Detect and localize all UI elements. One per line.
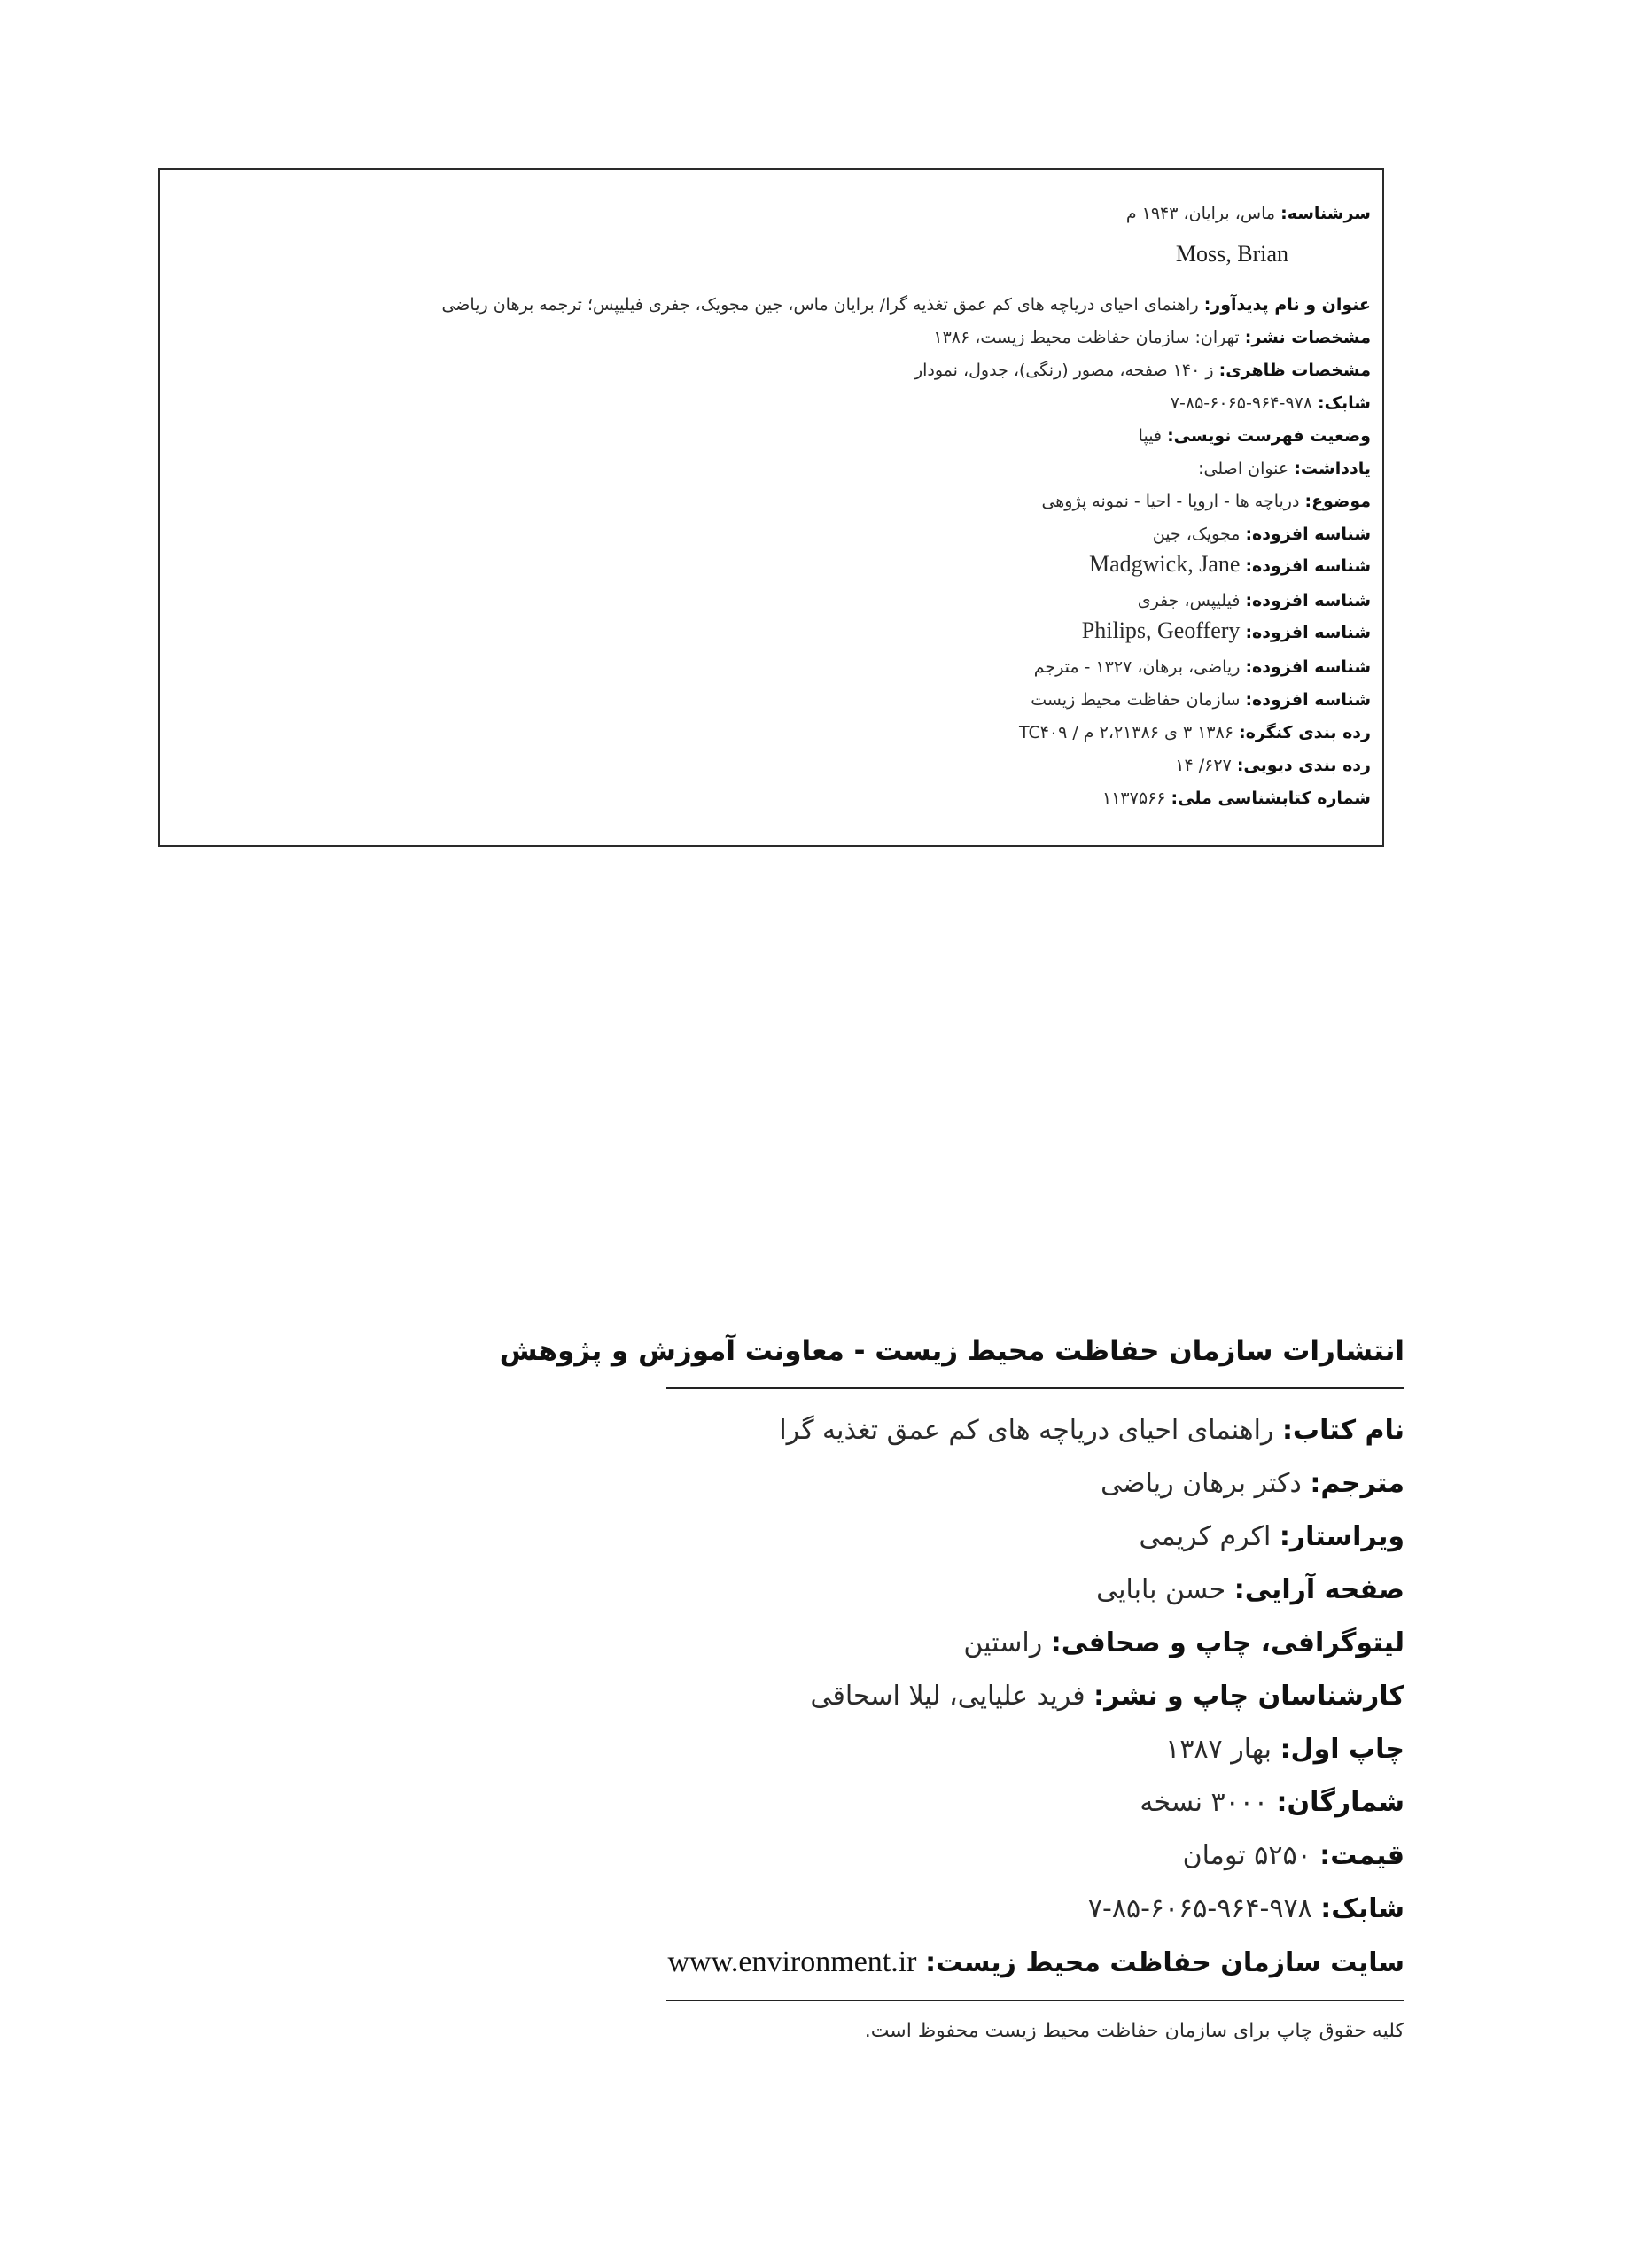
cip-isbn <box>1171 392 1371 415</box>
cip-dewey-class-label: رده بندی دیویی: <box>1236 756 1371 775</box>
cip-added-entry-3 <box>1138 589 1371 612</box>
cip-added-entry-4 <box>1082 619 1371 644</box>
cip-added-entry-6-label: شناسه افزوده: <box>1245 690 1371 710</box>
imprint-editor <box>1139 1518 1404 1557</box>
print-run-label: شمارگان: <box>1276 1787 1404 1818</box>
cip-added-entry-5-label: شناسه افزوده: <box>1245 657 1371 677</box>
cip-added-entry-1-value: مجویک، جین <box>1152 524 1241 544</box>
cip-physical-value: ز ۱۴۰ صفحه، مصور (رنگی)، جدول، نمودار <box>914 361 1214 380</box>
first-edition-label: چاپ اول: <box>1280 1734 1404 1765</box>
layout-label: صفحه آرایی: <box>1233 1574 1404 1605</box>
cip-added-entry-2-label: شناسه افزوده: <box>1245 556 1371 576</box>
first-edition-value: بهار ۱۳۸۷ <box>1165 1734 1272 1765</box>
cip-added-entry-4-value: Philips, Geoffery <box>1081 617 1241 643</box>
translator-value: دکتر برهان ریاضی <box>1101 1468 1302 1499</box>
cip-isbn-value: ۹۷۸-۹۶۴-۶۰۶۵-۸۵-۷ <box>1170 393 1312 413</box>
cip-subject <box>1041 490 1371 513</box>
imprint-price <box>1183 1837 1404 1876</box>
book-title-value: راهنمای احیای دریاچه های کم عمق تغذیه گرا <box>779 1415 1274 1446</box>
cip-physical <box>914 359 1371 382</box>
cip-publication-value: تهران: سازمان حفاظت محیط زیست، ۱۳۸۶ <box>933 328 1240 347</box>
cip-title <box>441 293 1371 316</box>
copyright-notice: کلیه حقوق چاپ برای سازمان حفاظت محیط زیست محفوظ است. <box>864 2020 1404 2042</box>
cip-added-entry-5 <box>1034 656 1371 679</box>
imprint-print-run <box>1140 1783 1404 1822</box>
experts-value: فرید علیایی، لیلا اسحاقی <box>810 1681 1085 1712</box>
cip-note <box>1198 457 1371 480</box>
footer-divider <box>666 2000 1404 2001</box>
cip-added-entry-1-label: شناسه افزوده: <box>1245 524 1371 544</box>
cip-catalog-status <box>1139 424 1371 447</box>
imprint-experts <box>811 1677 1404 1716</box>
cip-added-entry-2-value: Madgwick, Jane <box>1089 551 1241 577</box>
cip-lc-class-label: رده بندی کنگره: <box>1239 723 1371 742</box>
cip-added-entry-2 <box>1089 553 1371 578</box>
layout-value: حسن بابایی <box>1096 1574 1226 1605</box>
cip-publication <box>933 326 1371 349</box>
price-value: ۵۲۵۰ تومان <box>1182 1840 1311 1871</box>
imprint-heading: انتشارات سازمان حفاظت محیط زیست - معاونت آموزش و پژوهش <box>499 1335 1404 1367</box>
cip-catalog-status-value: فیپا <box>1138 426 1163 446</box>
cip-national-number-label: شماره کتابشناسی ملی: <box>1171 788 1371 808</box>
cip-added-entry-6 <box>1031 688 1371 711</box>
cip-title-label: عنوان و نام پدیدآور: <box>1203 295 1371 315</box>
cip-physical-label: مشخصات ظاهری: <box>1218 361 1371 380</box>
cip-added-entry-3-value: فیلیپس، جفری <box>1137 591 1241 610</box>
cip-main-entry-value: ماس، برایان، ۱۹۴۳ م <box>1125 204 1276 223</box>
cip-added-entry-1 <box>1153 523 1371 546</box>
cip-national-number-value: ۱۱۳۷۵۶۶ <box>1102 788 1166 808</box>
cip-added-entry-5-value: ریاضی، برهان، ۱۳۲۷ - مترجم <box>1033 657 1241 677</box>
cip-isbn-label: شابک: <box>1317 393 1371 413</box>
imprint-book-title <box>779 1411 1404 1450</box>
cip-note-value: عنوان اصلی: <box>1198 459 1289 478</box>
printing-value: راستین <box>963 1627 1043 1658</box>
cip-note-label: یادداشت: <box>1294 459 1371 478</box>
cip-subject-label: موضوع: <box>1304 492 1371 511</box>
cip-subject-value: دریاچه ها - اروپا - احیا - نمونه پژوهی <box>1041 492 1300 511</box>
cip-box <box>158 168 1384 847</box>
imprint-website <box>667 1943 1404 1983</box>
cip-title-value: راهنمای احیای دریاچه های کم عمق تغذیه گرا/ برایان ماس، جین مجویک، جفری فیلیپس؛ ترجمه برهان ریاضی <box>441 295 1199 315</box>
imprint-isbn <box>1088 1890 1404 1929</box>
isbn-label: شابک: <box>1320 1893 1404 1924</box>
website-label: سایت سازمان حفاظت محیط زیست: <box>925 1947 1404 1978</box>
isbn-value: ۹۷۸-۹۶۴-۶۰۶۵-۸۵-۷ <box>1087 1893 1312 1924</box>
cip-added-entry-4-label: شناسه افزوده: <box>1245 623 1371 642</box>
cip-lc-class <box>1019 721 1371 744</box>
imprint-layout <box>1096 1571 1404 1610</box>
book-title-label: نام کتاب: <box>1281 1415 1404 1446</box>
editor-value: اکرم کریمی <box>1139 1521 1272 1552</box>
cip-added-entry-3-label: شناسه افزوده: <box>1245 591 1371 610</box>
editor-label: ویراستار: <box>1279 1521 1404 1552</box>
cip-main-entry-label: سرشناسه: <box>1280 204 1371 223</box>
cip-lc-class-value: ۱۳۸۶ ۳ ی ۲،۲۱۳۸۶ م / TC۴۰۹ <box>1018 723 1234 742</box>
printing-label: لیتوگرافی، چاپ و صحافی: <box>1050 1627 1404 1658</box>
cip-catalog-status-label: وضعیت فهرست نویسی: <box>1167 426 1371 446</box>
website-link[interactable]: www.environment.ir <box>667 1946 917 1978</box>
heading-divider <box>666 1387 1404 1389</box>
imprint-translator <box>1101 1464 1404 1503</box>
cip-added-entry-6-value: سازمان حفاظت محیط زیست <box>1031 690 1241 710</box>
price-label: قیمت: <box>1319 1840 1404 1871</box>
cip-dewey-class-value: ۶۲۷/ ۱۴ <box>1175 756 1232 775</box>
imprint-first-edition <box>1165 1730 1404 1769</box>
cip-main-entry-latin: Moss, Brian <box>1175 241 1288 267</box>
cip-publication-label: مشخصات نشر: <box>1244 328 1371 347</box>
cip-national-number <box>1102 787 1371 810</box>
print-run-value: ۳۰۰۰ نسخه <box>1140 1787 1268 1818</box>
imprint-section <box>499 1329 1404 2091</box>
cip-main-entry <box>1126 202 1371 225</box>
experts-label: کارشناسان چاپ و نشر: <box>1093 1681 1404 1712</box>
imprint-printing <box>963 1624 1404 1663</box>
translator-label: مترجم: <box>1310 1468 1404 1499</box>
cip-dewey-class <box>1175 754 1371 777</box>
